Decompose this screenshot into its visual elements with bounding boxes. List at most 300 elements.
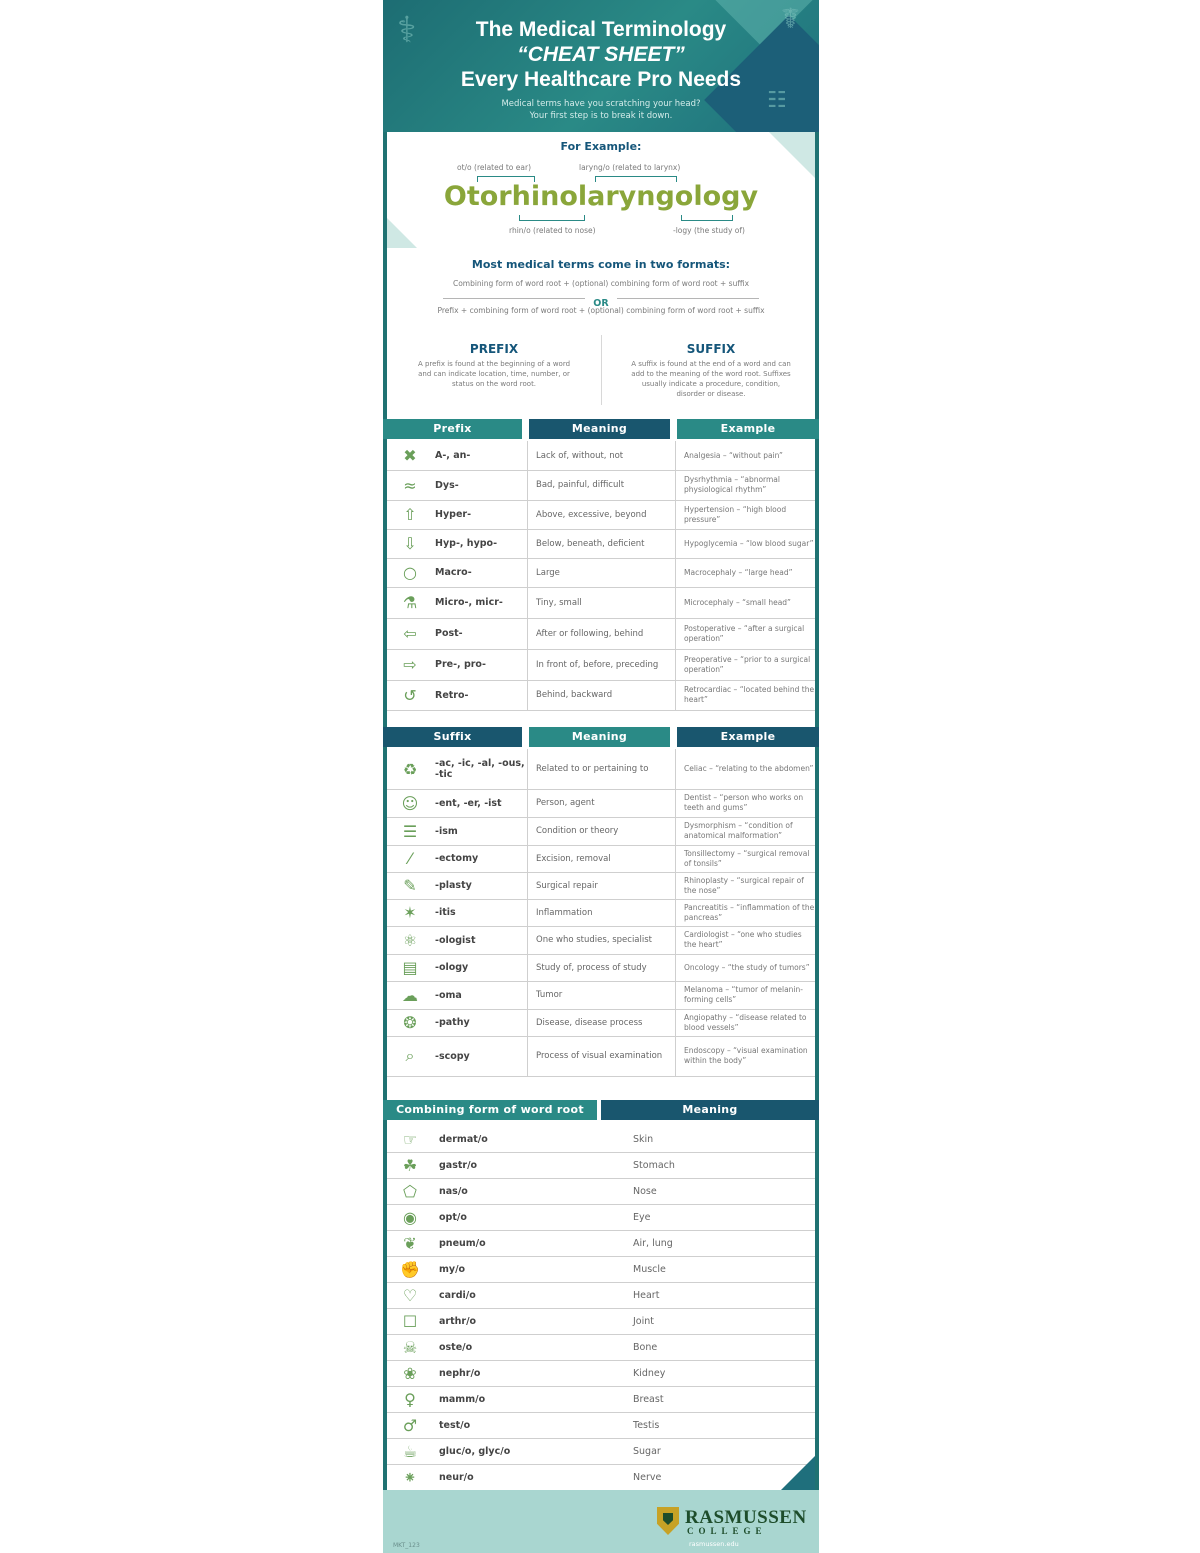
row-icon: [395, 649, 425, 680]
row-icon-text: ○: [403, 563, 417, 582]
row-icon: [395, 1178, 425, 1204]
table-row: [387, 649, 815, 681]
row-term-text: A-, an-: [435, 450, 471, 461]
row-icon-text: ❀: [403, 1363, 417, 1383]
row-meaning: [633, 1282, 813, 1308]
row-term-text: Retro-: [435, 689, 469, 701]
table-row: [387, 1036, 815, 1077]
row-example-text: Dysmorphism – “condition of anatomical malformation”: [684, 821, 793, 840]
row-icon: [395, 954, 425, 981]
row-meaning-text: Large: [536, 567, 560, 578]
row-meaning: [527, 529, 673, 558]
suffix-col-header: Suffix: [383, 727, 522, 747]
example-label-nose: rhin/o (related to nose): [509, 226, 596, 235]
root-row: [387, 1360, 815, 1387]
row-icon: [395, 500, 425, 529]
row-term: [435, 470, 525, 500]
row-example-text: Angiopathy – “disease related to blood vessels”: [684, 1012, 807, 1032]
root-row: [387, 1178, 815, 1205]
row-meaning: [527, 817, 673, 845]
row-term-text: my/o: [439, 1263, 466, 1275]
table-row: [387, 500, 815, 530]
suffix-definition: [631, 342, 791, 399]
row-term: [435, 529, 525, 558]
row-term-text: mamm/o: [439, 1393, 486, 1405]
row-term-text: nephr/o: [439, 1367, 481, 1379]
or-label: OR: [585, 298, 616, 309]
example-label-ear: ot/o (related to ear): [457, 163, 532, 172]
row-icon: [395, 845, 425, 872]
row-meaning: [527, 954, 673, 981]
row-icon-text: ☁: [402, 985, 418, 1005]
right-border: [815, 0, 819, 1553]
row-example-text: Tonsillectomy – “surgical removal of tonsils”: [684, 848, 810, 868]
row-meaning: [633, 1256, 813, 1282]
row-icon: [395, 789, 425, 817]
root-row: [387, 1126, 815, 1153]
row-term-text: Dys-: [435, 479, 459, 491]
row-term: [435, 845, 525, 872]
row-term-text: -scopy: [435, 1050, 470, 1062]
row-meaning-text: One who studies, specialist: [536, 935, 652, 945]
row-icon-text: ✎: [403, 876, 417, 895]
row-meaning: [527, 680, 673, 710]
row-term-text: Macro-: [435, 567, 472, 578]
row-meaning: [527, 649, 673, 680]
row-meaning: [527, 1009, 673, 1036]
dna-icon: ☤: [781, 2, 800, 35]
row-term-text: gluc/o, glyc/o: [439, 1445, 511, 1457]
row-example-text: Dentist – “person who works on teeth and gums”: [684, 793, 804, 812]
row-example-text: Endoscopy – “visual examination within the body”: [684, 1046, 808, 1065]
row-term: [435, 926, 525, 954]
row-icon-text: ☐: [402, 1311, 418, 1331]
decor-triangle: [387, 218, 417, 248]
row-example-text: Hypoglycemia – “low blood sugar”: [684, 538, 814, 548]
prefix-col-header: Prefix: [383, 419, 522, 439]
row-meaning: [633, 1230, 813, 1256]
row-term: [435, 618, 525, 649]
row-example: [675, 749, 815, 789]
suffix-example-header: Example: [677, 727, 819, 747]
row-example-text: Hypertension – “high blood pressure”: [684, 504, 787, 524]
row-meaning: [633, 1204, 813, 1230]
table-row: [387, 789, 815, 818]
brand-name: RASMUSSEN: [685, 1507, 807, 1528]
row-term-text: nas/o: [439, 1185, 468, 1197]
row-meaning: [633, 1412, 813, 1438]
row-icon-text: ⇦: [403, 624, 417, 643]
row-icon-text: ▤: [402, 958, 418, 977]
row-term: [439, 1334, 629, 1360]
row-term-text: -ology: [435, 962, 469, 973]
row-icon: [395, 1412, 425, 1438]
row-meaning-text: Joint: [633, 1315, 654, 1327]
row-icon-text: ⚗: [402, 593, 418, 612]
table-row: [387, 954, 815, 982]
row-meaning: [633, 1334, 813, 1360]
row-icon: [395, 1308, 425, 1334]
root-row: [387, 1152, 815, 1179]
row-icon: [395, 1230, 425, 1256]
row-icon-text: ♡: [402, 1285, 418, 1305]
row-icon-text: ❦: [403, 1233, 417, 1253]
row-meaning: [527, 789, 673, 817]
row-example: [675, 1009, 815, 1036]
row-term: [435, 817, 525, 845]
root-row: [387, 1256, 815, 1283]
row-meaning: [527, 470, 673, 500]
row-icon: [395, 618, 425, 649]
root-row: [387, 1230, 815, 1257]
table-row: [387, 749, 815, 790]
row-icon-text: ◉: [403, 1207, 417, 1227]
row-term-text: Micro-, micr-: [435, 597, 503, 608]
row-example: [675, 899, 815, 926]
row-meaning-text: Related to or pertaining to: [536, 764, 649, 774]
row-meaning-text: Inflammation: [536, 907, 593, 918]
row-term-text: Pre-, pro-: [435, 659, 486, 670]
row-example-text: Celiac – “relating to the abdomen”: [684, 764, 814, 773]
row-term: [439, 1386, 629, 1412]
root-row: [387, 1308, 815, 1335]
root-row: [387, 1438, 815, 1465]
row-example: [675, 558, 815, 587]
row-term-text: -ologist: [435, 934, 476, 946]
row-icon-text: ⁄: [408, 849, 412, 868]
row-icon-text: ✶: [403, 903, 417, 922]
row-icon-text: ⌕: [405, 1046, 415, 1065]
prefix-text: A prefix is found at the beginning of a word and can indicate location, time, number, or status on the word root.: [417, 360, 571, 388]
row-meaning-text: Muscle: [633, 1263, 666, 1275]
table-row: [387, 529, 815, 559]
row-term: [435, 587, 525, 618]
row-example-text: Melanoma – “tumor of melanin-forming cells”: [684, 985, 803, 1004]
document-code: MKT_123: [393, 1542, 420, 1549]
row-term: [439, 1360, 629, 1386]
row-meaning: [527, 618, 673, 649]
root-row: [387, 1464, 815, 1491]
example-heading: For Example:: [560, 140, 642, 153]
row-icon-text: ☕: [402, 1441, 418, 1461]
root-row: [387, 1204, 815, 1231]
header-subtitle-2: Your first step is to break it down.: [529, 111, 673, 121]
row-term-text: -plasty: [435, 880, 472, 891]
row-example: [675, 1036, 815, 1076]
row-icon-text: ☘: [402, 1155, 418, 1175]
row-term-text: -ac, -ic, -al, -ous, -tic: [435, 758, 525, 780]
row-example: [675, 470, 815, 500]
brand-url[interactable]: rasmussen.edu: [689, 1540, 739, 1548]
row-meaning-text: Condition or theory: [536, 826, 619, 836]
row-example-text: Oncology – “the study of tumors”: [684, 962, 810, 972]
table-row: [387, 845, 815, 873]
row-icon-text: ✊: [400, 1259, 420, 1279]
row-icon: [395, 1036, 425, 1076]
row-example-text: Macrocephaly – “large head”: [684, 567, 793, 577]
row-icon: [395, 749, 425, 789]
prefix-definition: [413, 342, 575, 389]
row-term-text: arthr/o: [439, 1315, 477, 1327]
prefix-title: PREFIX: [469, 342, 519, 356]
row-example: [675, 680, 815, 710]
row-term-text: Hyp-, hypo-: [435, 538, 498, 549]
table-row: [387, 441, 815, 471]
row-meaning-text: Above, excessive, beyond: [536, 509, 647, 520]
suffix-text: A suffix is found at the end of a word and can add to the meaning of the word root. Suffixes usually indicate a procedure, condition, disorder or disease.: [631, 360, 791, 398]
table-row: [387, 587, 815, 619]
row-term: [435, 1009, 525, 1036]
row-icon: [395, 1152, 425, 1178]
row-meaning-text: Below, beneath, deficient: [536, 538, 645, 549]
row-meaning-text: Lack of, without, not: [536, 450, 624, 461]
header-subtitle-1: Medical terms have you scratching your head?: [501, 99, 701, 109]
row-meaning-text: Air, lung: [633, 1237, 673, 1249]
row-meaning-text: Surgical repair: [536, 880, 598, 891]
row-icon: [395, 1256, 425, 1282]
row-icon-text: ☺: [401, 793, 419, 813]
table-row: [387, 680, 815, 711]
row-meaning-text: In front of, before, preceding: [536, 659, 659, 670]
row-term-text: Post-: [435, 628, 463, 639]
row-icon: [395, 872, 425, 899]
row-icon-text: ♀: [404, 1389, 416, 1409]
row-icon-text: ⇩: [403, 534, 417, 553]
bracket-nose: [519, 215, 585, 221]
row-icon: [395, 1009, 425, 1036]
row-meaning: [527, 1036, 673, 1076]
row-example-text: Analgesia – “without pain”: [684, 450, 783, 460]
row-example-text: Postoperative – “after a surgical operation”: [684, 623, 805, 643]
row-term: [439, 1152, 629, 1178]
row-term-text: oste/o: [439, 1341, 473, 1353]
row-meaning-text: Behind, backward: [536, 690, 613, 700]
row-example: [675, 529, 815, 558]
row-meaning-text: Stomach: [633, 1159, 675, 1171]
row-example-text: Retrocardiac – “located behind the heart”: [684, 685, 815, 704]
suffix-title: SUFFIX: [686, 342, 736, 356]
table-row: [387, 1009, 815, 1037]
row-meaning-text: Person, agent: [536, 798, 595, 808]
row-meaning-text: Tiny, small: [536, 597, 582, 608]
row-icon-text: ⚛: [402, 930, 418, 950]
header-banner: [383, 0, 819, 132]
row-icon: [395, 1438, 425, 1464]
bracket-logy: [681, 215, 733, 221]
row-meaning-text: Disease, disease process: [536, 1017, 643, 1028]
root-row: [387, 1386, 815, 1413]
row-term: [439, 1282, 629, 1308]
row-term-text: cardi/o: [439, 1289, 476, 1301]
brand-sub: COLLEGE: [687, 1526, 767, 1536]
row-icon: [395, 1126, 425, 1152]
row-term-text: pneum/o: [439, 1237, 486, 1249]
root-meaning-header: Meaning: [601, 1100, 819, 1120]
row-example: [675, 618, 815, 649]
row-icon-text: ↺: [403, 685, 417, 705]
row-example: [675, 587, 815, 618]
row-icon-text: ⇧: [403, 505, 417, 524]
root-row: [387, 1282, 815, 1309]
row-term: [435, 981, 525, 1009]
row-icon-text: ≈: [403, 475, 417, 495]
row-term: [435, 558, 525, 587]
row-term: [439, 1126, 629, 1152]
test-tubes-icon: ☷: [767, 88, 787, 113]
table-row: [387, 926, 815, 955]
formats-heading: Most medical terms come in two formats:: [471, 258, 731, 271]
row-term: [435, 872, 525, 899]
row-icon-text: ☠: [402, 1337, 418, 1357]
title-line-3: Every Healthcare Pro Needs: [460, 68, 742, 91]
decor-triangle: [769, 132, 815, 178]
row-meaning: [527, 872, 673, 899]
row-meaning: [527, 845, 673, 872]
row-meaning-text: Bad, painful, difficult: [536, 480, 625, 490]
title-line-2: “CHEAT SHEET”: [517, 43, 685, 66]
row-icon: [395, 1386, 425, 1412]
row-example-text: Microcephaly – “small head”: [684, 597, 791, 607]
row-icon: [395, 1204, 425, 1230]
row-term-text: -ectomy: [435, 853, 479, 864]
row-term: [439, 1464, 629, 1490]
table-row: [387, 618, 815, 650]
row-icon: [395, 558, 425, 587]
table-row: [387, 981, 815, 1010]
root-row: [387, 1334, 815, 1361]
row-example: [675, 845, 815, 872]
row-term-text: -itis: [435, 907, 456, 918]
row-meaning: [527, 558, 673, 587]
row-example: [675, 649, 815, 680]
row-term: [439, 1204, 629, 1230]
row-term-text: -oma: [435, 989, 462, 1001]
row-term: [435, 899, 525, 926]
table-row: [387, 558, 815, 588]
row-term-text: opt/o: [439, 1211, 467, 1223]
row-term: [439, 1412, 629, 1438]
row-example: [675, 441, 815, 470]
row-icon-text: ⁕: [403, 1467, 417, 1487]
row-example-text: Dysrhythmia – “abnormal physiological rhythm”: [684, 475, 780, 494]
row-meaning-text: Heart: [633, 1289, 660, 1301]
row-meaning: [527, 899, 673, 926]
row-example-text: Rhinoplasty – “surgical repair of the nose”: [684, 875, 804, 895]
row-example: [675, 926, 815, 954]
row-meaning-text: Kidney: [633, 1367, 666, 1379]
row-icon: [395, 981, 425, 1009]
row-icon-text: ⬠: [403, 1181, 417, 1201]
title-line-1: The Medical Terminology: [475, 18, 727, 41]
table-row: [387, 872, 815, 900]
row-term: [435, 680, 525, 710]
row-icon: [395, 1334, 425, 1360]
row-term: [435, 789, 525, 817]
row-term: [439, 1308, 629, 1334]
row-icon-text: ☰: [402, 821, 418, 841]
row-example: [675, 981, 815, 1009]
row-example: [675, 954, 815, 981]
row-meaning-text: Eye: [633, 1211, 651, 1223]
row-meaning: [633, 1386, 813, 1412]
row-icon: [395, 899, 425, 926]
example-label-logy: -logy (the study of): [673, 226, 745, 235]
row-meaning: [527, 749, 673, 789]
row-term: [435, 954, 525, 981]
row-icon: [395, 587, 425, 618]
row-meaning: [527, 926, 673, 954]
row-term-text: -ism: [435, 825, 458, 837]
row-term-text: -pathy: [435, 1017, 470, 1028]
row-icon: [395, 1464, 425, 1490]
row-meaning-text: Tumor: [536, 990, 563, 1000]
row-term: [435, 441, 525, 470]
row-icon: [395, 529, 425, 558]
format-line-2: Prefix + combining form of word root + (optional) combining form of word root + suffix: [437, 306, 765, 315]
row-meaning-text: Excision, removal: [536, 853, 611, 864]
row-term: [435, 500, 525, 529]
row-term: [439, 1178, 629, 1204]
row-term: [439, 1438, 629, 1464]
row-icon: [395, 926, 425, 954]
row-icon-text: ☞: [402, 1129, 418, 1149]
cheat-sheet: [383, 0, 819, 1553]
row-term: [435, 1036, 525, 1076]
row-term-text: Hyper-: [435, 509, 472, 520]
row-term: [439, 1256, 629, 1282]
row-meaning: [633, 1308, 813, 1334]
row-term-text: test/o: [439, 1419, 471, 1431]
row-meaning-text: Nose: [633, 1185, 657, 1197]
row-term-text: neur/o: [439, 1471, 474, 1483]
row-meaning-text: Study of, process of study: [536, 962, 647, 973]
row-meaning: [633, 1360, 813, 1386]
row-term-text: dermat/o: [439, 1133, 488, 1145]
row-meaning-text: After or following, behind: [536, 628, 644, 639]
row-meaning: [527, 500, 673, 529]
prefix-example-header: Example: [677, 419, 819, 439]
row-icon-text: ✖: [403, 446, 417, 465]
row-meaning: [527, 441, 673, 470]
row-meaning-text: Testis: [633, 1419, 660, 1431]
row-icon-text: ♂: [402, 1415, 418, 1435]
row-meaning: [633, 1152, 813, 1178]
row-example: [675, 789, 815, 817]
root-col-header: Combining form of word root: [383, 1100, 597, 1120]
row-meaning-text: Breast: [633, 1393, 664, 1405]
suffix-meaning-header: Meaning: [529, 727, 670, 747]
row-meaning: [527, 587, 673, 618]
table-row: [387, 899, 815, 927]
row-icon: [395, 470, 425, 500]
row-icon-text: ♻: [402, 759, 418, 779]
row-example-text: Preoperative – “prior to a surgical operation”: [684, 654, 811, 674]
row-example: [675, 872, 815, 899]
row-term-text: gastr/o: [439, 1159, 478, 1171]
format-line-1: Combining form of word root + (optional) combining form of word root + suffix: [452, 279, 750, 288]
row-meaning-text: Bone: [633, 1341, 658, 1353]
row-meaning: [633, 1126, 813, 1152]
table-row: [387, 470, 815, 501]
row-example: [675, 500, 815, 529]
prefix-meaning-header: Meaning: [529, 419, 670, 439]
row-icon: [395, 1360, 425, 1386]
row-term: [435, 649, 525, 680]
row-term: [435, 749, 525, 789]
root-row: [387, 1412, 815, 1439]
row-meaning-text: Process of visual examination: [536, 1051, 663, 1061]
row-meaning-text: Skin: [633, 1133, 654, 1145]
